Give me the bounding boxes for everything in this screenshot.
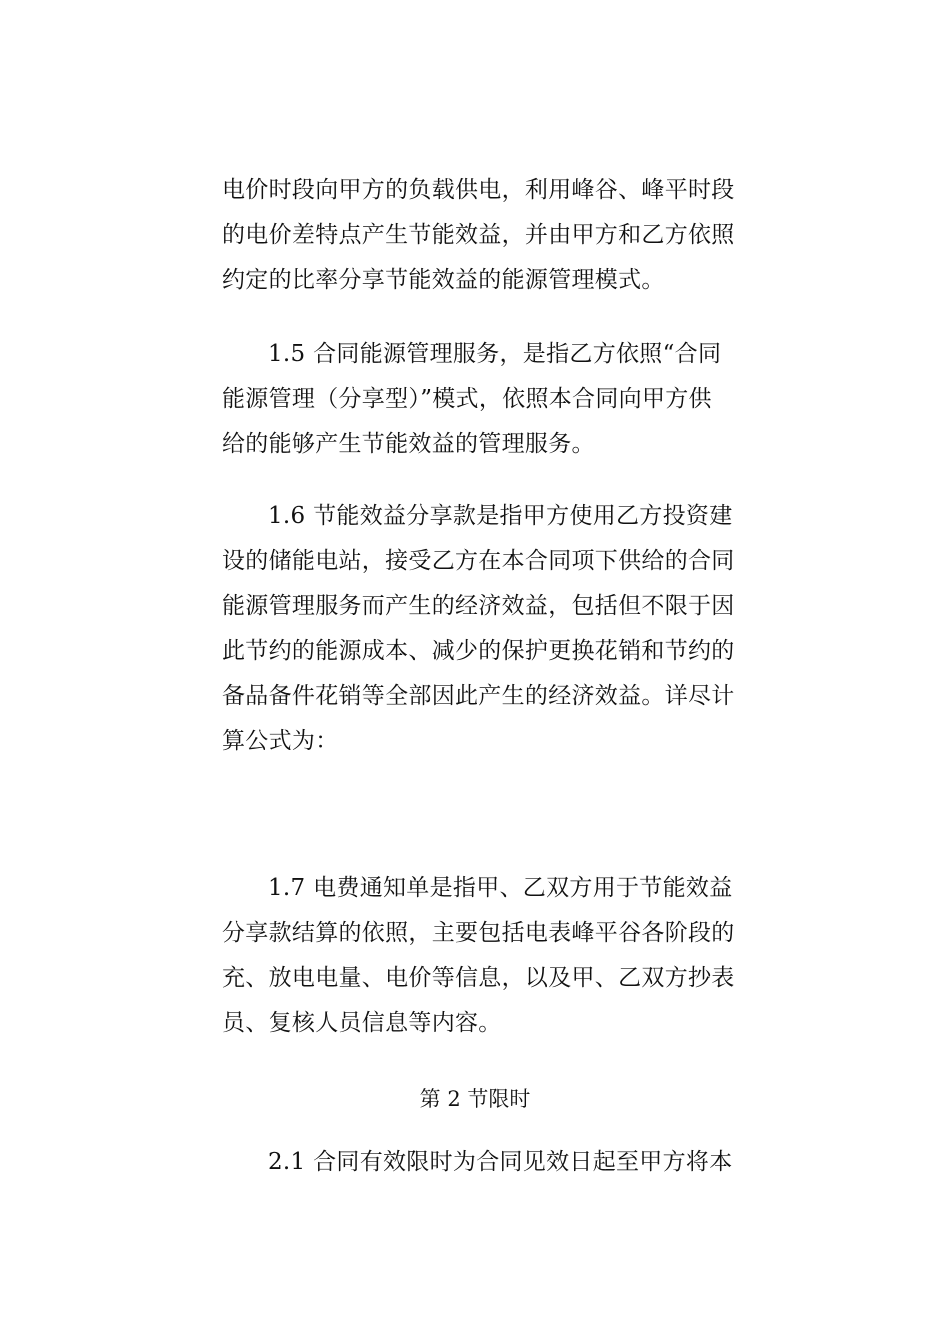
text-line: 2.1 合同有效限时为合同见效日起至甲方将本 bbox=[268, 1149, 733, 1175]
text-line: 设的储能电站，接受乙方在本合同项下供给的合同 bbox=[222, 548, 735, 574]
text-line: 能源管理（分享型）”模式，依照本合同向甲方供 bbox=[222, 386, 712, 412]
text-line: 分享款结算的依照，主要包括电表峰平谷各阶段的 bbox=[222, 920, 735, 946]
text-line: 约定的比率分享节能效益的能源管理模式。 bbox=[222, 267, 665, 293]
paragraph-1-5 bbox=[222, 340, 727, 475]
text-line: 电价时段向甲方的负载供电，利用峰谷、峰平时段 bbox=[222, 177, 735, 203]
text-line: 此节约的能源成本、减少的保护更换花销和节约的 bbox=[222, 638, 735, 664]
text-line: 1.5 合同能源管理服务，是指乙方依照“合同 bbox=[268, 341, 722, 367]
paragraph-2-1 bbox=[222, 1148, 733, 1193]
text-line: 充、放电电量、电价等信息，以及甲、乙双方抄表 bbox=[222, 965, 735, 991]
section-heading: 第 2 节限时 bbox=[419, 1087, 531, 1111]
text-line: 1.7 电费通知单是指甲、乙双方用于节能效益 bbox=[268, 875, 733, 901]
text-line: 给的能够产生节能效益的管理服务。 bbox=[222, 431, 595, 457]
paragraph-1-6 bbox=[222, 502, 735, 772]
text-line: 能源管理服务而产生的经济效益，包括但不限于因 bbox=[222, 593, 735, 619]
paragraph-energy-management-mode bbox=[222, 176, 735, 311]
text-line: 的电价差特点产生节能效益，并由甲方和乙方依照 bbox=[222, 222, 735, 248]
text-line: 员、复核人员信息等内容。 bbox=[222, 1010, 502, 1036]
text-line: 备品备件花销等全部因此产生的经济效益。详尽计 bbox=[222, 683, 735, 709]
paragraph-1-7 bbox=[222, 874, 735, 1054]
text-line: 算公式为： bbox=[222, 728, 339, 754]
text-line: 1.6 节能效益分享款是指甲方使用乙方投资建 bbox=[268, 503, 733, 529]
